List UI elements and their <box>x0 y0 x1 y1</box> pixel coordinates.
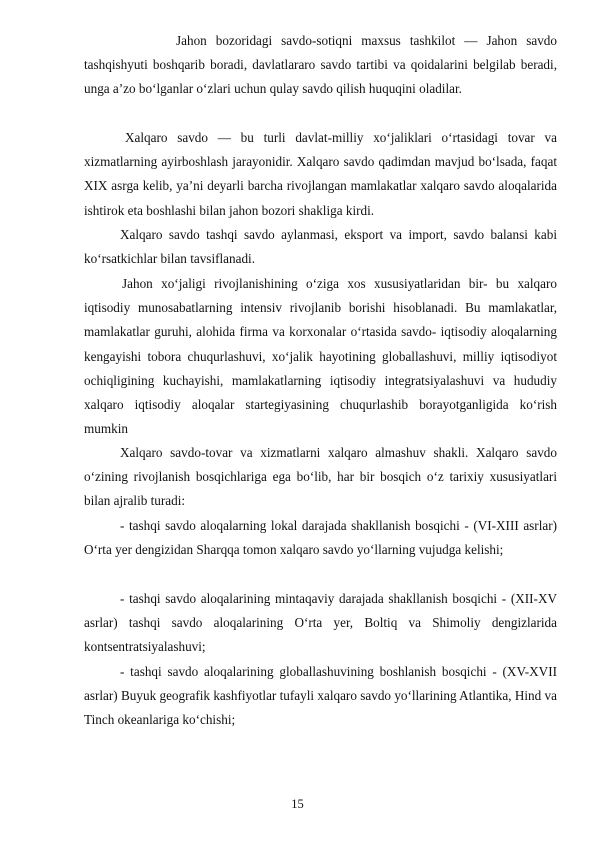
paragraph-trade-stages-intro: Xalqaro savdo-tovar va xizmatlarni xalqaro almashuv shakli. Xalqaro savdo o‘zining rivojlanish bosqichlariga ega bo‘lib, har bir bosqich o‘z tarixiy xususiyatlari bilan ajralib turadi: <box>84 445 557 509</box>
list-item-stage-local: - tashqi savdo aloqalarning lokal darajada shakllanish bosqichi - (VI-XIII asrlar) O‘rta yer dengizidan Sharqqa tomon xalqaro savdo yo‘llarning vujudga kelishi; <box>84 518 557 558</box>
page-number: 15 <box>291 797 304 811</box>
list-item-stage-global: - tashqi savdo aloqalarining globallashuvining boshlanish bosqichi - (XV-XVII asrlar) Buyuk geografik kashfiyotlar tufayli xalqaro savdo yo‘llarining Atlantika, Hind va Tinch okeanlariga ko‘chishi; <box>84 664 557 728</box>
paragraph-wto: Jahon bozoridagi savdo-sotiqni maxsus tashkilot — Jahon savdo tashqishyuti boshqarib boradi, davlatlararo savdo tartibi va qoidalarini belgilab beradi, unga a’zo bo‘lganlar o‘zlari uchun qulay savdo qilish huquqini oladilar. <box>84 33 557 97</box>
list-item-stage-regional: - tashqi savdo aloqalarining mintaqaviy darajada shakllanish bosqichi - (XII-XV asrlar) tashqi savdo aloqalarining O‘rta yer, Boltiq va Shimoliy dengizlarida kontsentratsiyalashuvi; <box>84 591 557 655</box>
paragraph-international-trade-definition: Xalqaro savdo — bu turli davlat-milliy xo‘jaliklari o‘rtasidagi tovar va xizmatlarning ayirboshlash jarayonidir. Xalqaro savdo qadimdan mavjud bo‘lsada, faqat XIX asrga kelib, ya’ni deyarli barcha rivojlangan mamlakatlar xalqaro savdo aloqalarida ishtirok eta boshlashi bilan jahon bozori shakliga kirdi. <box>84 130 557 218</box>
paragraph-trade-indicators: Xalqaro savdo tashqi savdo aylanmasi, eksport va import, savdo balansi kabi ko‘rsatkichlar bilan tavsiflanadi. <box>84 227 557 267</box>
paragraph-world-economy-development: Jahon xo‘jaligi rivojlanishining o‘ziga xos xususiyatlaridan bir- bu xalqaro iqtisodiy munosabatlarning intensiv rivojlanib borishi hisoblanadi. Bu mamlakatlar, mamlakatlar guruhi, alohida firma va korxonalar o‘rtasida savdo- iqtisodiy aloqalarning kengayishi tobora chuqurlashuvi, xo‘jalik hayotining globallashuvi, milliy iqtisodiyot ochiqligining kuchayishi, mamlakatlarning iqtisodiy integratsiyalashuvi va hududiy xalqaro iqtisodiy aloqalar startegiyasining chuqurlashib borayotganligida ko‘rish mumkin <box>84 276 557 437</box>
